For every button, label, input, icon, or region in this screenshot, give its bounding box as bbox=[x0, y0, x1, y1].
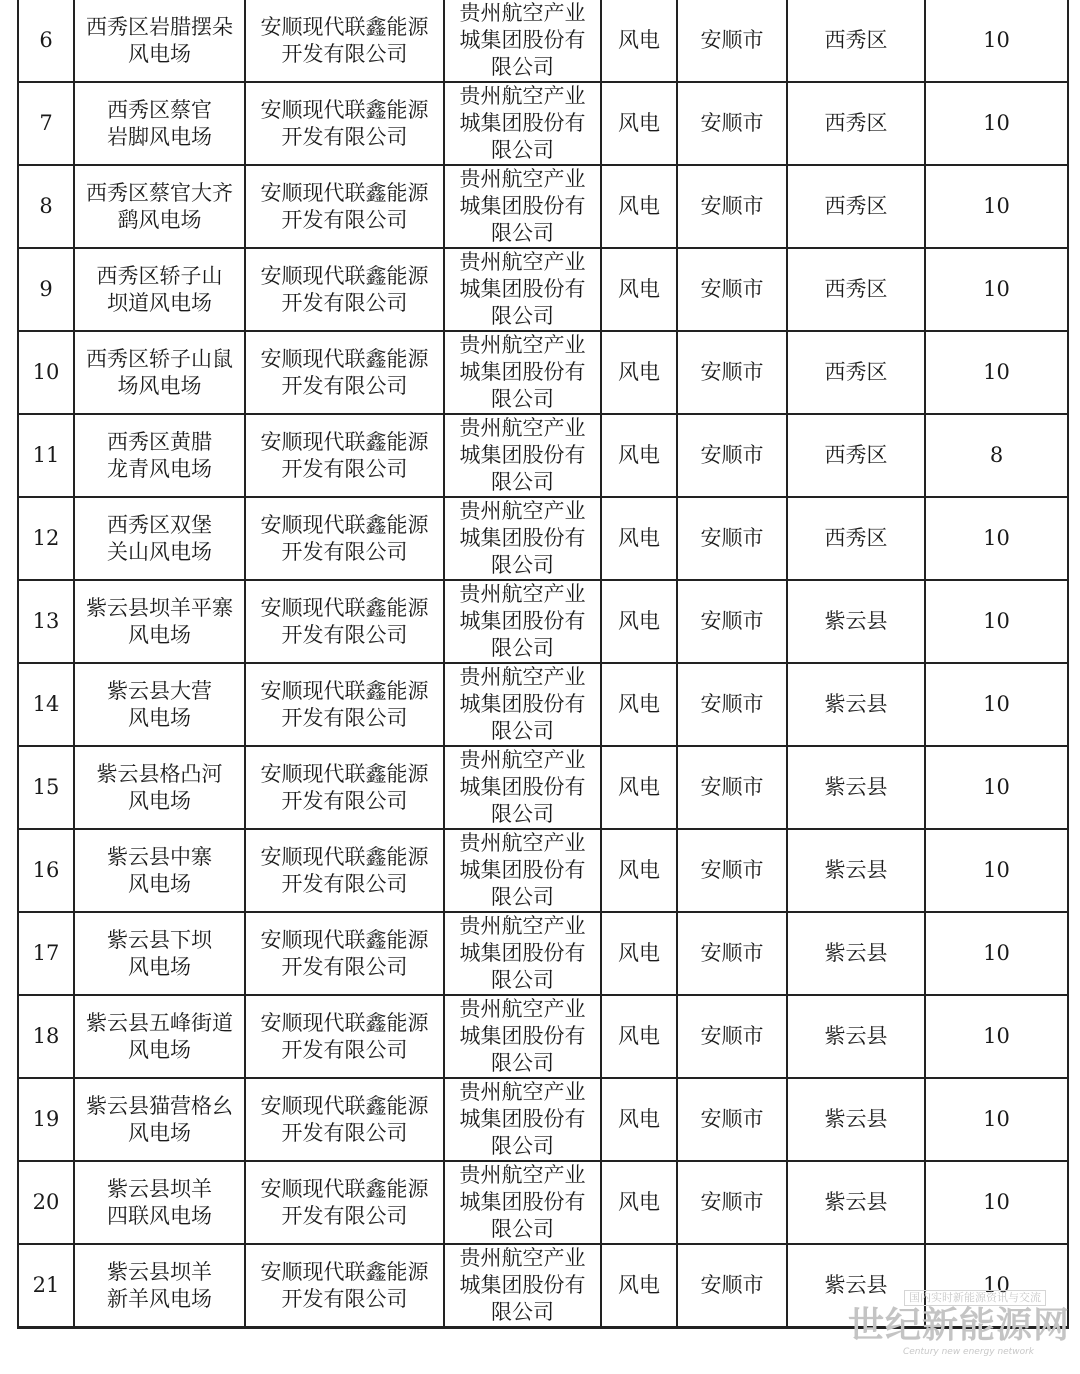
cell-number bbox=[18, 1161, 74, 1244]
cell-city bbox=[677, 995, 787, 1078]
cell-number-text: 8 bbox=[39, 194, 53, 218]
cell-city bbox=[677, 1244, 787, 1328]
cell-capacity bbox=[925, 829, 1068, 912]
cell-county bbox=[787, 1161, 925, 1244]
cell-project-name-text: 紫云县中寨 风电场 bbox=[107, 844, 212, 896]
cell-developer bbox=[245, 0, 444, 82]
cell-project-name-text: 紫云县五峰街道 风电场 bbox=[86, 1010, 233, 1062]
cell-type-text: 风电 bbox=[618, 941, 660, 965]
cell-city-text: 安顺市 bbox=[700, 28, 764, 52]
cell-type bbox=[601, 829, 677, 912]
cell-city bbox=[677, 248, 787, 331]
cell-number bbox=[18, 165, 74, 248]
cell-capacity-text: 10 bbox=[983, 1107, 1010, 1131]
cell-investor-text: 贵州航空产业 城集团股份有 限公司 bbox=[459, 997, 586, 1075]
cell-county-text: 紫云县 bbox=[824, 775, 888, 799]
cell-type bbox=[601, 663, 677, 746]
cell-project-name-text: 西秀区蔡官大齐 鹞风电场 bbox=[86, 180, 233, 232]
cell-developer bbox=[245, 1078, 444, 1161]
cell-developer bbox=[245, 912, 444, 995]
cell-developer-text: 安顺现代联鑫能源 开发有限公司 bbox=[260, 97, 429, 149]
cell-capacity-text: 10 bbox=[983, 360, 1010, 384]
cell-capacity-text: 10 bbox=[983, 775, 1010, 799]
table-row bbox=[18, 497, 1068, 580]
table-row bbox=[18, 1078, 1068, 1161]
cell-number-text: 18 bbox=[32, 1024, 60, 1048]
watermark-tagline: 国内实时新能源资讯与交流 bbox=[904, 1290, 1046, 1306]
cell-city-text: 安顺市 bbox=[700, 609, 764, 633]
cell-city-text: 安顺市 bbox=[700, 526, 764, 550]
cell-developer-text: 安顺现代联鑫能源 开发有限公司 bbox=[260, 1176, 429, 1228]
cell-city bbox=[677, 580, 787, 663]
cell-capacity-text: 8 bbox=[989, 443, 1004, 467]
cell-project-name bbox=[74, 912, 245, 995]
cell-city bbox=[677, 497, 787, 580]
cell-type-text: 风电 bbox=[618, 277, 660, 301]
cell-city-text: 安顺市 bbox=[700, 1107, 764, 1131]
cell-capacity bbox=[925, 746, 1068, 829]
cell-investor bbox=[444, 580, 601, 663]
cell-project-name-text: 紫云县下坝 风电场 bbox=[107, 927, 212, 979]
cell-capacity bbox=[925, 0, 1068, 82]
cell-type-text: 风电 bbox=[618, 28, 660, 52]
cell-county bbox=[787, 995, 925, 1078]
cell-number-text: 16 bbox=[32, 858, 60, 882]
cell-county bbox=[787, 746, 925, 829]
cell-number bbox=[18, 746, 74, 829]
cell-developer bbox=[245, 829, 444, 912]
cell-project-name bbox=[74, 663, 245, 746]
cell-county-text: 紫云县 bbox=[824, 1107, 888, 1131]
cell-number-text: 12 bbox=[32, 526, 60, 550]
cell-capacity bbox=[925, 995, 1068, 1078]
cell-project-name bbox=[74, 0, 245, 82]
cell-investor bbox=[444, 912, 601, 995]
cell-investor bbox=[444, 995, 601, 1078]
cell-capacity bbox=[925, 663, 1068, 746]
cell-capacity-text: 10 bbox=[983, 194, 1010, 218]
table-row bbox=[18, 248, 1068, 331]
cell-capacity-text: 10 bbox=[983, 941, 1010, 965]
cell-city bbox=[677, 331, 787, 414]
cell-developer-text: 安顺现代联鑫能源 开发有限公司 bbox=[260, 180, 429, 232]
cell-type bbox=[601, 248, 677, 331]
cell-project-name-text: 西秀区轿子山 坝道风电场 bbox=[96, 263, 223, 315]
cell-capacity-text: 10 bbox=[983, 28, 1010, 52]
cell-number-text: 7 bbox=[39, 111, 53, 135]
cell-investor-text: 贵州航空产业 城集团股份有 限公司 bbox=[459, 665, 586, 743]
cell-city bbox=[677, 912, 787, 995]
cell-investor-text: 贵州航空产业 城集团股份有 限公司 bbox=[459, 1163, 586, 1241]
cell-number bbox=[18, 1244, 74, 1328]
cell-project-name bbox=[74, 82, 245, 165]
table-row bbox=[18, 663, 1068, 746]
cell-number-text: 13 bbox=[32, 609, 60, 633]
cell-project-name-text: 紫云县坝羊 新羊风电场 bbox=[107, 1259, 212, 1311]
cell-type-text: 风电 bbox=[618, 111, 660, 135]
cell-capacity-text: 10 bbox=[983, 692, 1010, 716]
cell-number bbox=[18, 414, 74, 497]
cell-number-text: 21 bbox=[32, 1273, 60, 1297]
cell-type-text: 风电 bbox=[618, 1190, 660, 1214]
watermark bbox=[847, 1290, 1070, 1360]
cell-investor-text: 贵州航空产业 城集团股份有 限公司 bbox=[459, 499, 586, 577]
table-body bbox=[18, 0, 1068, 1328]
cell-investor bbox=[444, 663, 601, 746]
cell-number bbox=[18, 248, 74, 331]
cell-county bbox=[787, 414, 925, 497]
cell-city bbox=[677, 165, 787, 248]
cell-number bbox=[18, 1078, 74, 1161]
cell-county-text: 紫云县 bbox=[824, 609, 888, 633]
cell-city-text: 安顺市 bbox=[700, 277, 764, 301]
cell-investor-text: 贵州航空产业 城集团股份有 限公司 bbox=[459, 914, 586, 992]
cell-developer bbox=[245, 497, 444, 580]
cell-city-text: 安顺市 bbox=[700, 858, 764, 882]
cell-developer bbox=[245, 663, 444, 746]
cell-type bbox=[601, 1244, 677, 1328]
cell-county-text: 西秀区 bbox=[824, 28, 888, 52]
cell-developer-text: 安顺现代联鑫能源 开发有限公司 bbox=[260, 1259, 429, 1311]
cell-type bbox=[601, 995, 677, 1078]
table-row bbox=[18, 746, 1068, 829]
cell-county bbox=[787, 0, 925, 82]
cell-number-text: 19 bbox=[32, 1107, 60, 1131]
cell-number bbox=[18, 912, 74, 995]
cell-developer-text: 安顺现代联鑫能源 开发有限公司 bbox=[260, 678, 429, 730]
cell-developer bbox=[245, 82, 444, 165]
cell-capacity bbox=[925, 165, 1068, 248]
cell-investor-text: 贵州航空产业 城集团股份有 限公司 bbox=[459, 1, 586, 79]
cell-developer-text: 安顺现代联鑫能源 开发有限公司 bbox=[260, 1093, 429, 1145]
cell-project-name-text: 西秀区轿子山鼠 场风电场 bbox=[86, 346, 233, 398]
cell-city-text: 安顺市 bbox=[700, 194, 764, 218]
cell-number-text: 6 bbox=[39, 28, 53, 52]
cell-capacity bbox=[925, 497, 1068, 580]
cell-developer bbox=[245, 414, 444, 497]
cell-county bbox=[787, 912, 925, 995]
cell-county-text: 紫云县 bbox=[824, 858, 888, 882]
cell-county bbox=[787, 497, 925, 580]
cell-capacity-text: 10 bbox=[983, 858, 1010, 882]
cell-investor bbox=[444, 1244, 601, 1328]
cell-county bbox=[787, 165, 925, 248]
cell-type bbox=[601, 82, 677, 165]
cell-capacity-text: 10 bbox=[983, 526, 1010, 550]
cell-city-text: 安顺市 bbox=[700, 1273, 764, 1297]
cell-type-text: 风电 bbox=[618, 1107, 660, 1131]
table-row bbox=[18, 1161, 1068, 1244]
cell-city bbox=[677, 663, 787, 746]
cell-investor-text: 贵州航空产业 城集团股份有 限公司 bbox=[459, 831, 586, 909]
cell-capacity-text: 10 bbox=[983, 1273, 1010, 1297]
cell-project-name bbox=[74, 580, 245, 663]
cell-developer bbox=[245, 1244, 444, 1328]
cell-number bbox=[18, 580, 74, 663]
cell-capacity bbox=[925, 331, 1068, 414]
cell-project-name bbox=[74, 1161, 245, 1244]
cell-developer-text: 安顺现代联鑫能源 开发有限公司 bbox=[260, 1010, 429, 1062]
cell-capacity bbox=[925, 1161, 1068, 1244]
cell-investor bbox=[444, 497, 601, 580]
watermark-logo: 世纪新能源网 bbox=[847, 1305, 1070, 1346]
cell-city bbox=[677, 0, 787, 82]
table-row bbox=[18, 165, 1068, 248]
table-row bbox=[18, 331, 1068, 414]
cell-investor-text: 贵州航空产业 城集团股份有 限公司 bbox=[459, 333, 586, 411]
cell-county bbox=[787, 829, 925, 912]
cell-project-name-text: 紫云县猫营格幺 风电场 bbox=[86, 1093, 233, 1145]
cell-capacity-text: 10 bbox=[983, 1024, 1010, 1048]
cell-city bbox=[677, 1078, 787, 1161]
cell-city bbox=[677, 746, 787, 829]
cell-county-text: 西秀区 bbox=[824, 443, 888, 467]
cell-developer-text: 安顺现代联鑫能源 开发有限公司 bbox=[260, 595, 429, 647]
cell-city bbox=[677, 82, 787, 165]
cell-type bbox=[601, 580, 677, 663]
cell-type-text: 风电 bbox=[618, 194, 660, 218]
cell-type-text: 风电 bbox=[618, 360, 660, 384]
cell-number bbox=[18, 82, 74, 165]
cell-type-text: 风电 bbox=[618, 775, 660, 799]
cell-type-text: 风电 bbox=[618, 692, 660, 716]
cell-capacity-text: 10 bbox=[983, 277, 1010, 301]
cell-type bbox=[601, 414, 677, 497]
cell-developer bbox=[245, 580, 444, 663]
cell-project-name bbox=[74, 1244, 245, 1328]
cell-city-text: 安顺市 bbox=[700, 1024, 764, 1048]
cell-project-name bbox=[74, 248, 245, 331]
table-row bbox=[18, 580, 1068, 663]
cell-type bbox=[601, 1161, 677, 1244]
cell-type-text: 风电 bbox=[618, 1273, 660, 1297]
cell-number bbox=[18, 497, 74, 580]
table-row bbox=[18, 82, 1068, 165]
cell-type bbox=[601, 497, 677, 580]
cell-number bbox=[18, 0, 74, 82]
cell-investor-text: 贵州航空产业 城集团股份有 限公司 bbox=[459, 1080, 586, 1158]
cell-project-name-text: 西秀区双堡 关山风电场 bbox=[107, 512, 212, 564]
cell-project-name-text: 紫云县大营 风电场 bbox=[107, 678, 212, 730]
cell-number bbox=[18, 663, 74, 746]
cell-project-name-text: 紫云县坝羊 四联风电场 bbox=[107, 1176, 212, 1228]
cell-county-text: 西秀区 bbox=[824, 526, 888, 550]
cell-type bbox=[601, 165, 677, 248]
cell-investor bbox=[444, 0, 601, 82]
cell-developer bbox=[245, 746, 444, 829]
cell-project-name-text: 紫云县坝羊平寨 风电场 bbox=[86, 595, 233, 647]
cell-project-name bbox=[74, 331, 245, 414]
cell-investor bbox=[444, 82, 601, 165]
cell-county-text: 紫云县 bbox=[824, 941, 888, 965]
cell-capacity-text: 10 bbox=[983, 1190, 1010, 1214]
cell-developer-text: 安顺现代联鑫能源 开发有限公司 bbox=[260, 927, 429, 979]
cell-developer-text: 安顺现代联鑫能源 开发有限公司 bbox=[260, 761, 429, 813]
cell-developer-text: 安顺现代联鑫能源 开发有限公司 bbox=[260, 263, 429, 315]
cell-capacity bbox=[925, 912, 1068, 995]
cell-type bbox=[601, 912, 677, 995]
cell-city-text: 安顺市 bbox=[700, 443, 764, 467]
cell-developer-text: 安顺现代联鑫能源 开发有限公司 bbox=[260, 346, 429, 398]
cell-county bbox=[787, 331, 925, 414]
cell-number-text: 20 bbox=[32, 1190, 60, 1214]
cell-project-name bbox=[74, 995, 245, 1078]
cell-number-text: 11 bbox=[32, 443, 60, 467]
cell-project-name-text: 西秀区黄腊 龙青风电场 bbox=[107, 429, 212, 481]
cell-number-text: 17 bbox=[32, 941, 60, 965]
table-row bbox=[18, 912, 1068, 995]
cell-project-name-text: 紫云县格凸河 风电场 bbox=[96, 761, 223, 813]
cell-investor-text: 贵州航空产业 城集团股份有 限公司 bbox=[459, 748, 586, 826]
cell-capacity-text: 10 bbox=[983, 111, 1010, 135]
cell-project-name bbox=[74, 414, 245, 497]
cell-number-text: 9 bbox=[39, 277, 53, 301]
cell-county-text: 紫云县 bbox=[824, 1190, 888, 1214]
cell-project-name bbox=[74, 165, 245, 248]
cell-capacity bbox=[925, 580, 1068, 663]
cell-county-text: 西秀区 bbox=[824, 111, 888, 135]
cell-type-text: 风电 bbox=[618, 1024, 660, 1048]
cell-developer-text: 安顺现代联鑫能源 开发有限公司 bbox=[260, 844, 429, 896]
cell-number-text: 14 bbox=[32, 692, 60, 716]
cell-developer-text: 安顺现代联鑫能源 开发有限公司 bbox=[260, 512, 429, 564]
cell-investor bbox=[444, 414, 601, 497]
cell-county-text: 西秀区 bbox=[824, 277, 888, 301]
cell-developer bbox=[245, 995, 444, 1078]
cell-investor-text: 贵州航空产业 城集团股份有 限公司 bbox=[459, 416, 586, 494]
cell-county-text: 紫云县 bbox=[824, 692, 888, 716]
cell-investor-text: 贵州航空产业 城集团股份有 限公司 bbox=[459, 1246, 586, 1324]
cell-city bbox=[677, 1161, 787, 1244]
cell-investor bbox=[444, 829, 601, 912]
cell-project-name bbox=[74, 1078, 245, 1161]
cell-developer bbox=[245, 248, 444, 331]
cell-project-name-text: 西秀区蔡官 岩脚风电场 bbox=[107, 97, 212, 149]
cell-city-text: 安顺市 bbox=[700, 775, 764, 799]
cell-city-text: 安顺市 bbox=[700, 941, 764, 965]
cell-county-text: 紫云县 bbox=[824, 1273, 888, 1297]
cell-type-text: 风电 bbox=[618, 858, 660, 882]
cell-city-text: 安顺市 bbox=[700, 1190, 764, 1214]
cell-developer-text: 安顺现代联鑫能源 开发有限公司 bbox=[260, 14, 429, 66]
cell-developer bbox=[245, 165, 444, 248]
cell-city-text: 安顺市 bbox=[700, 360, 764, 384]
cell-developer-text: 安顺现代联鑫能源 开发有限公司 bbox=[260, 429, 429, 481]
cell-type bbox=[601, 746, 677, 829]
cell-city-text: 安顺市 bbox=[700, 692, 764, 716]
cell-county bbox=[787, 248, 925, 331]
cell-number-text: 10 bbox=[32, 360, 60, 384]
cell-type bbox=[601, 331, 677, 414]
cell-number bbox=[18, 829, 74, 912]
cell-investor-text: 贵州航空产业 城集团股份有 限公司 bbox=[459, 250, 586, 328]
cell-number-text: 15 bbox=[32, 775, 60, 799]
cell-number bbox=[18, 331, 74, 414]
cell-county bbox=[787, 663, 925, 746]
cell-county bbox=[787, 580, 925, 663]
table-row bbox=[18, 829, 1068, 912]
table-row bbox=[18, 995, 1068, 1078]
cell-capacity-text: 10 bbox=[983, 609, 1010, 633]
cell-project-name bbox=[74, 746, 245, 829]
cell-investor-text: 贵州航空产业 城集团股份有 限公司 bbox=[459, 582, 586, 660]
cell-project-name-text: 西秀区岩腊摆朵 风电场 bbox=[86, 14, 233, 66]
cell-investor bbox=[444, 1161, 601, 1244]
cell-investor-text: 贵州航空产业 城集团股份有 限公司 bbox=[459, 84, 586, 162]
watermark-english: Century new energy network bbox=[902, 1347, 1034, 1357]
cell-number bbox=[18, 995, 74, 1078]
cell-capacity bbox=[925, 248, 1068, 331]
project-table bbox=[17, 0, 1069, 1329]
table-row bbox=[18, 414, 1068, 497]
cell-city bbox=[677, 414, 787, 497]
cell-project-name bbox=[74, 829, 245, 912]
cell-county bbox=[787, 82, 925, 165]
cell-investor bbox=[444, 331, 601, 414]
cell-investor bbox=[444, 248, 601, 331]
cell-developer bbox=[245, 331, 444, 414]
cell-type-text: 风电 bbox=[618, 526, 660, 550]
cell-county-text: 西秀区 bbox=[824, 194, 888, 218]
cell-county-text: 紫云县 bbox=[824, 1024, 888, 1048]
cell-type bbox=[601, 1078, 677, 1161]
cell-project-name bbox=[74, 497, 245, 580]
cell-capacity bbox=[925, 414, 1068, 497]
table-row bbox=[18, 0, 1068, 82]
cell-type bbox=[601, 0, 677, 82]
cell-developer bbox=[245, 1161, 444, 1244]
cell-county bbox=[787, 1078, 925, 1161]
cell-investor bbox=[444, 746, 601, 829]
cell-city bbox=[677, 829, 787, 912]
cell-investor-text: 贵州航空产业 城集团股份有 限公司 bbox=[459, 167, 586, 245]
cell-investor bbox=[444, 1078, 601, 1161]
cell-county-text: 西秀区 bbox=[824, 360, 888, 384]
cell-capacity bbox=[925, 1078, 1068, 1161]
cell-capacity bbox=[925, 82, 1068, 165]
cell-city-text: 安顺市 bbox=[700, 111, 764, 135]
cell-investor bbox=[444, 165, 601, 248]
cell-type-text: 风电 bbox=[618, 609, 660, 633]
cell-type-text: 风电 bbox=[618, 443, 660, 467]
